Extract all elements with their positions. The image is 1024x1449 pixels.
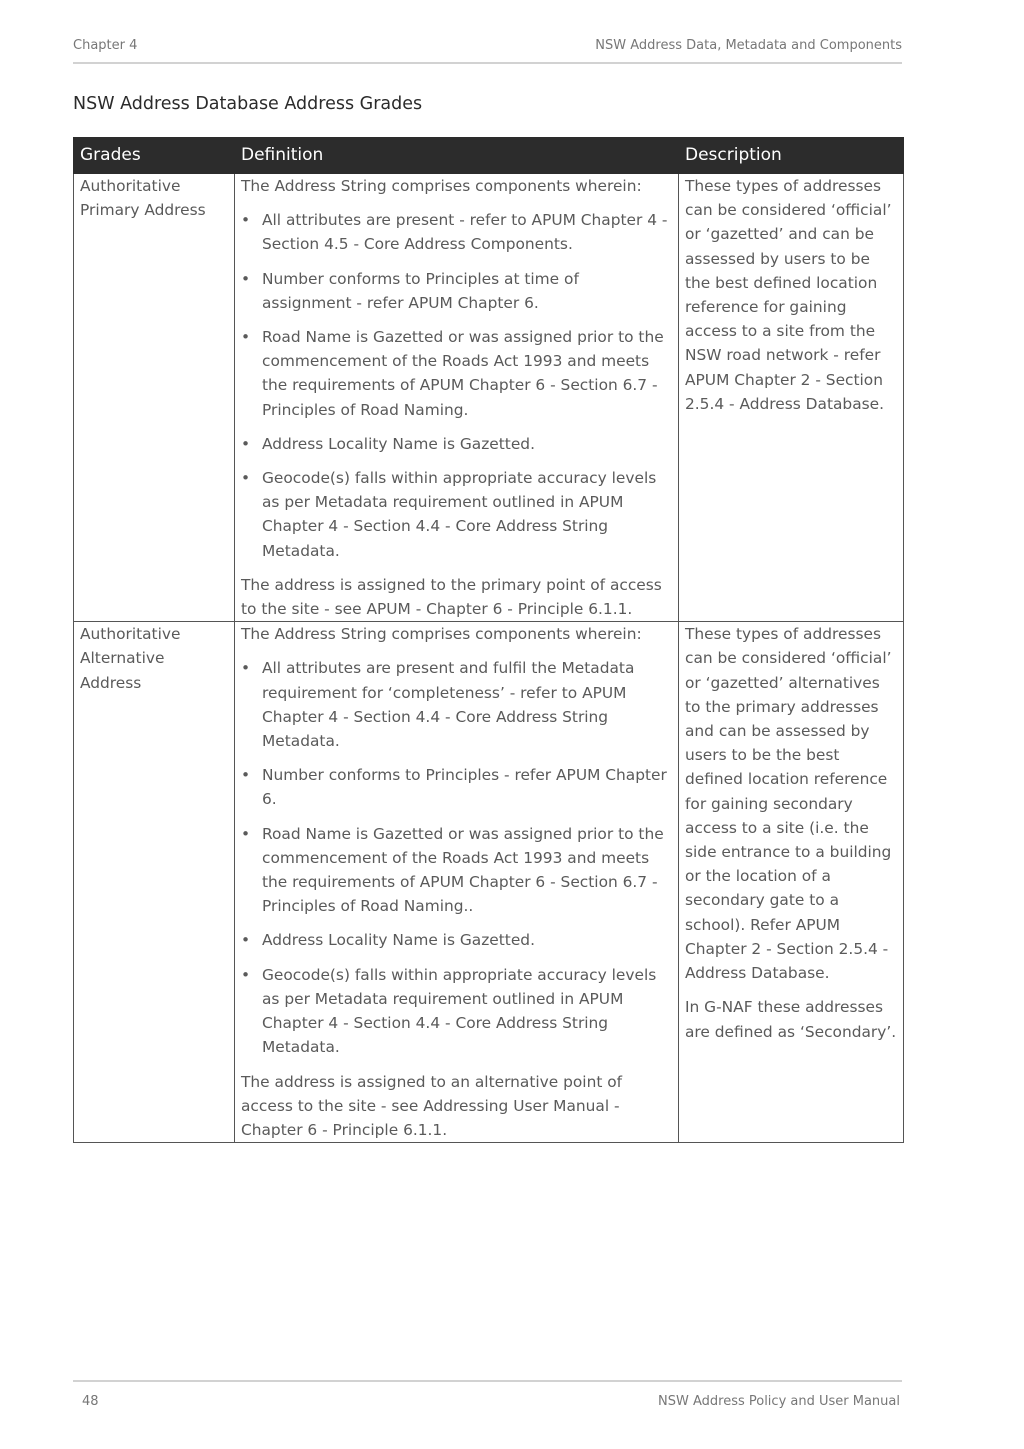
- definition-intro: The Address String comprises components wherein:: [241, 177, 642, 195]
- chapter-label: Chapter 4: [73, 38, 138, 53]
- definition-outro: The address is assigned to an alternative point of access to the site - see Addressing User Manual - Chapter 6 - Principle 6.1.1.: [241, 1072, 623, 1139]
- address-grades-table: [73, 137, 904, 1143]
- description-text: These types of addresses can be considered ‘official’ or ‘gazetted’ alternatives to the primary addresses and can be assessed by users to be the best defined location reference for gaining secondary access to a site (i.e. the side entrance to a building or the location of a secondary gate to a school). Refer APUM Chapter 2 - Section 2.5.4 - Address Database.: [685, 625, 892, 983]
- description-cell: [679, 174, 904, 622]
- definition-bullet: • All attributes are present and fulfil the Metadata requirement for ‘completeness’ - refer to APUM Chapter 4 - Section 4.4 - Core Address String Metadata.: [241, 656, 672, 753]
- table-header-row: [74, 138, 904, 174]
- definition-bullet: • Road Name is Gazetted or was assigned prior to the commencement of the Roads Act 1993 and meets the requirements of APUM Chapter 6 - Section 6.7 - Principles of Road Naming.: [241, 325, 672, 422]
- description-note: In G-NAF these addresses are defined as ‘Secondary’.: [685, 998, 897, 1041]
- definition-list: [241, 208, 672, 563]
- definition-intro: The Address String comprises components wherein:: [241, 625, 642, 644]
- page-title: NSW Address Database Address Grades: [73, 94, 423, 114]
- running-footer: [73, 1380, 902, 1409]
- grade-cell: [74, 174, 235, 622]
- description-cell: [679, 622, 904, 1143]
- section-label: NSW Address Data, Metadata and Components: [595, 38, 902, 53]
- page-number: 48: [82, 1394, 99, 1409]
- definition-bullet: • Number conforms to Principles at time of assignment - refer APUM Chapter 6.: [241, 267, 672, 315]
- definition-bullet: • Geocode(s) falls within appropriate accuracy levels as per Metadata requirement outlined in APUM Chapter 4 - Section 4.4 - Core Address String Metadata.: [241, 466, 672, 563]
- definition-cell: [235, 174, 679, 622]
- grade-cell: [74, 622, 235, 1143]
- definition-list: [241, 656, 672, 1059]
- definition-cell: [235, 622, 679, 1143]
- definition-bullet: • All attributes are present - refer to APUM Chapter 4 - Section 4.5 - Core Address Components.: [241, 208, 672, 256]
- definition-bullet: • Road Name is Gazetted or was assigned prior to the commencement of the Roads Act 1993 and meets the requirements of APUM Chapter 6 - Section 6.7 - Principles of Road Naming..: [241, 822, 672, 919]
- column-header-grades: Grades: [74, 138, 235, 174]
- table-row: [74, 622, 904, 1143]
- definition-bullet: • Geocode(s) falls within appropriate accuracy levels as per Metadata requirement outlined in APUM Chapter 4 - Section 4.4 - Core Address String Metadata.: [241, 963, 672, 1060]
- grade-label: Authoritative Alternative Address: [80, 625, 181, 692]
- definition-bullet: • Address Locality Name is Gazetted.: [241, 928, 672, 952]
- running-header: [73, 38, 902, 64]
- definition-bullet: • Number conforms to Principles - refer APUM Chapter 6.: [241, 763, 672, 811]
- grade-label: Authoritative Primary Address: [80, 177, 206, 220]
- column-header-definition: Definition: [235, 138, 679, 174]
- table-row: [74, 174, 904, 622]
- manual-title: NSW Address Policy and User Manual: [658, 1394, 900, 1409]
- definition-bullet: • Address Locality Name is Gazetted.: [241, 432, 672, 456]
- column-header-description: Description: [679, 138, 904, 174]
- definition-outro: The address is assigned to the primary point of access to the site - see APUM - Chapter 6 - Principle 6.1.1.: [241, 575, 662, 619]
- description-text: These types of addresses can be considered ‘official’ or ‘gazetted’ and can be assessed by users to be the best defined location reference for gaining access to a site from the NSW road network - refer APUM Chapter 2 - Section 2.5.4 - Address Database.: [685, 177, 892, 413]
